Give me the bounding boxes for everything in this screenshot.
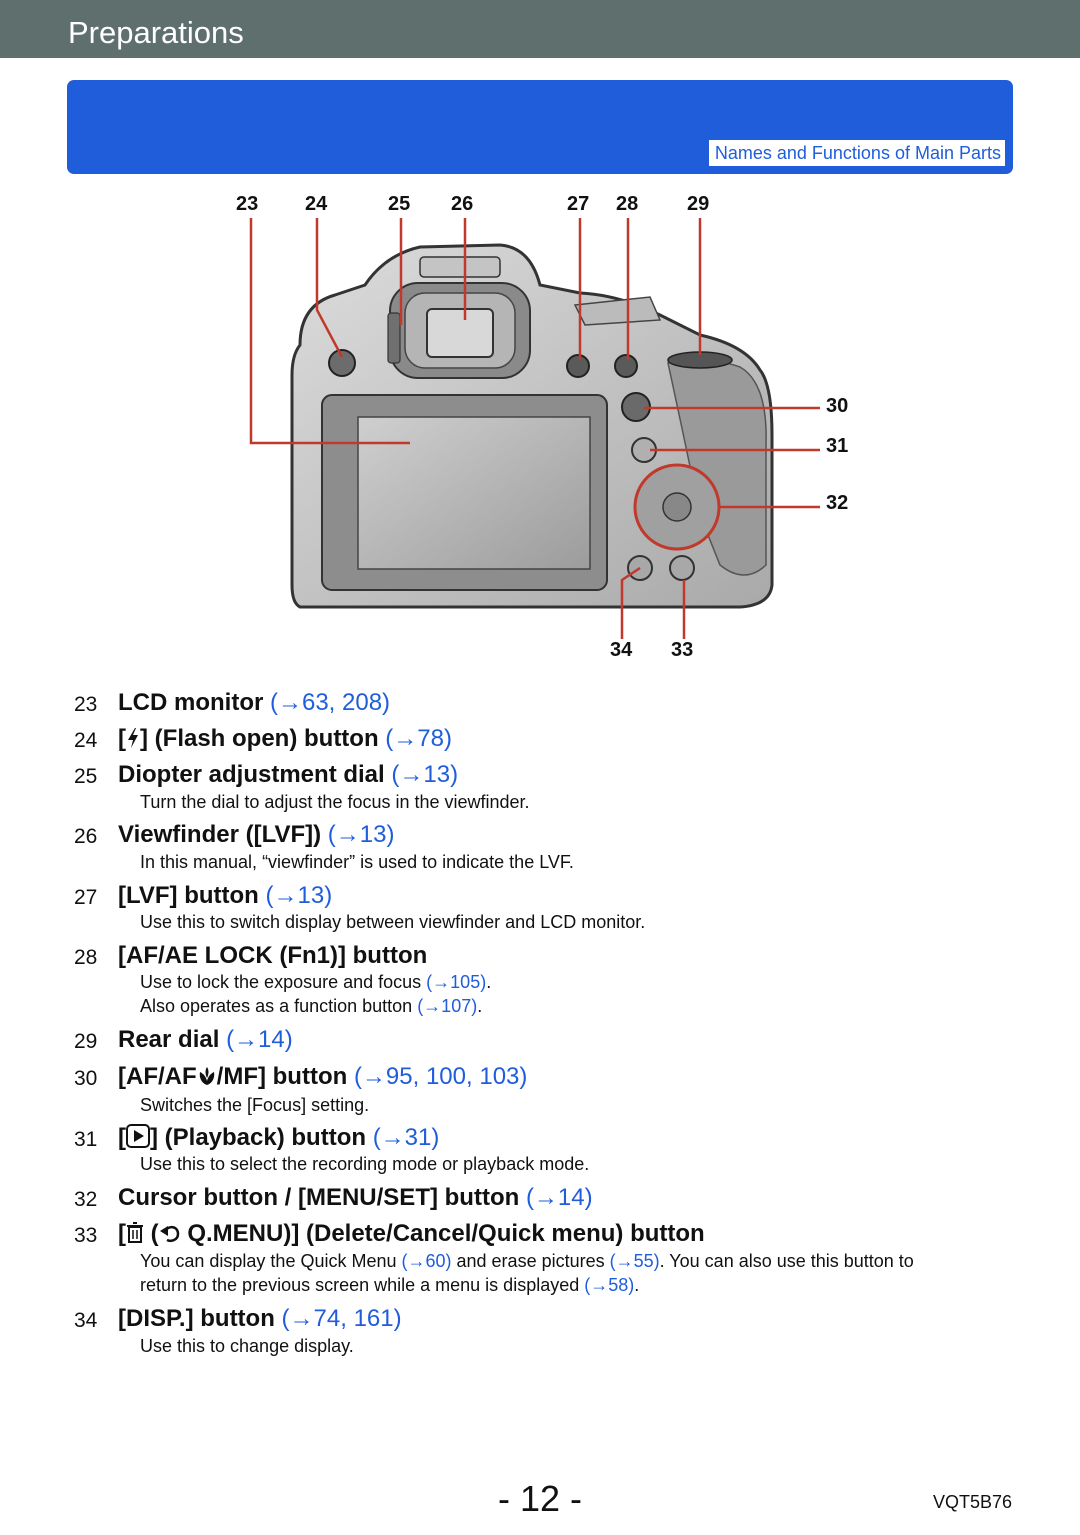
page-ref[interactable]: (→60) [401, 1251, 452, 1271]
page-ref[interactable]: (→74, 161) [281, 1305, 402, 1332]
page-ref[interactable]: (→14) [226, 1026, 293, 1053]
diopter-dial [388, 313, 400, 363]
page-ref[interactable]: (→105) [426, 972, 487, 992]
callout-25: 25 [388, 193, 411, 215]
callout-26: 26 [451, 193, 474, 215]
callout-29: 29 [687, 193, 710, 215]
callout-24: 24 [305, 193, 328, 215]
af-macro-icon [197, 1065, 217, 1087]
callout-28: 28 [616, 193, 639, 215]
page-ref[interactable]: (→78) [385, 725, 452, 752]
back-arrow-icon [159, 1222, 181, 1244]
page-subtitle: Names and Functions of Main Parts [709, 140, 1005, 166]
page-ref[interactable]: (→14) [525, 1184, 593, 1211]
page-ref[interactable]: (→107) [417, 996, 478, 1016]
flash-icon [126, 727, 140, 749]
page-ref[interactable]: (→13) [391, 761, 459, 788]
viewfinder-window [427, 309, 493, 357]
lvf-button [567, 355, 589, 377]
page-ref[interactable]: (→58) [584, 1275, 635, 1295]
page-ref[interactable]: (→95, 100, 103) [353, 1063, 528, 1090]
page-ref[interactable]: (→63, 208) [269, 689, 391, 716]
callout-32: 32 [826, 492, 849, 514]
page-ref[interactable]: (→31) [372, 1124, 440, 1151]
callout-33: 33 [671, 639, 694, 661]
delete-qmenu-button [670, 556, 694, 580]
playback-icon [126, 1124, 150, 1148]
callout-31: 31 [826, 435, 849, 457]
page-ref[interactable]: (→55) [609, 1251, 660, 1271]
section-header-bar [0, 0, 1080, 58]
page-ref[interactable]: (→13) [265, 882, 333, 909]
camera-illustration [0, 185, 1080, 675]
document-code: VQT5B76 [932, 1492, 1012, 1512]
trash-icon [126, 1222, 144, 1244]
title-banner [67, 80, 1013, 174]
flash-open-button [329, 350, 355, 376]
callout-27: 27 [567, 193, 590, 215]
camera-back-diagram [0, 185, 1080, 675]
callout-34: 34 [610, 639, 633, 661]
af-ae-lock-button [615, 355, 637, 377]
section-title: Preparations [68, 15, 244, 50]
page-ref[interactable]: (→13) [327, 821, 395, 848]
callout-30: 30 [826, 395, 849, 417]
page-number: - 12 - [497, 1478, 583, 1519]
callout-23: 23 [236, 193, 259, 215]
